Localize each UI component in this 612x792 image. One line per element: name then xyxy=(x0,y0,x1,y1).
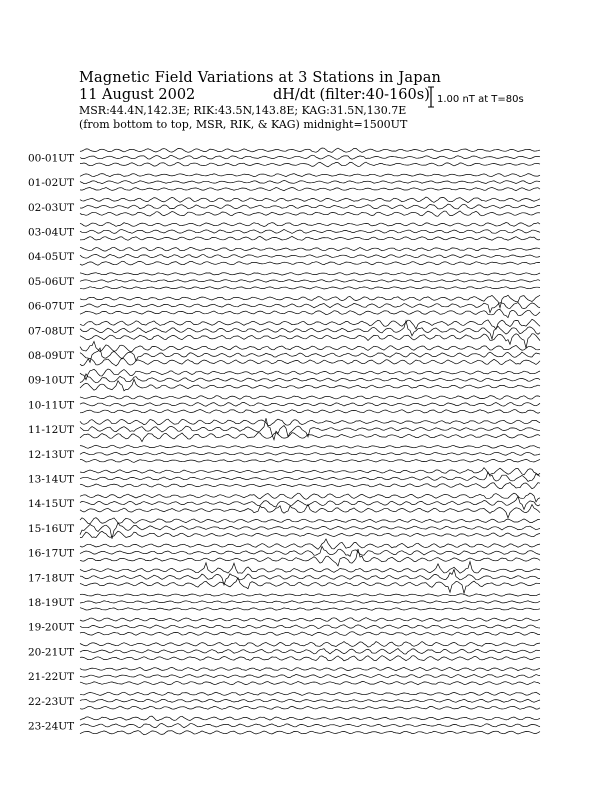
trace-msr xyxy=(80,211,540,216)
trace-msr xyxy=(80,433,540,442)
trace-kag xyxy=(80,667,540,670)
trace-msr xyxy=(80,483,540,489)
trace-msr xyxy=(80,459,540,462)
filter-label: dH/dt (filter:40-160s) xyxy=(273,87,430,103)
trace-msr xyxy=(80,706,540,709)
trace-msr xyxy=(80,334,540,348)
trace-msr xyxy=(80,162,540,167)
trace-kag xyxy=(80,539,540,549)
trace-rik xyxy=(80,546,540,556)
trace-msr xyxy=(80,531,540,537)
hour-label: 08-09UT xyxy=(28,349,75,362)
trace-rik xyxy=(80,418,540,440)
hour-label: 06-07UT xyxy=(28,300,75,313)
trace-rik xyxy=(80,155,540,159)
hour-label: 23-24UT xyxy=(28,720,75,733)
trace-kag xyxy=(80,692,540,695)
trace-kag xyxy=(80,319,540,329)
hour-label: 20-21UT xyxy=(28,646,75,659)
trace-msr xyxy=(80,656,540,661)
hour-label: 14-15UT xyxy=(28,498,75,511)
trace-msr xyxy=(80,261,540,265)
stations-label: MSR:44.4N,142.3E; RIK:43.5N,143.8E; KAG:31.5N,130.7E xyxy=(79,104,407,117)
trace-kag xyxy=(80,341,540,351)
hour-label: 04-05UT xyxy=(28,251,75,264)
trace-msr xyxy=(80,188,540,191)
trace-msr xyxy=(80,358,540,366)
hour-label: 13-14UT xyxy=(28,473,75,486)
trace-kag xyxy=(80,396,540,400)
hour-label: 02-03UT xyxy=(28,201,75,214)
trace-msr xyxy=(80,287,540,289)
trace-kag xyxy=(80,642,540,648)
station-order-note: (from bottom to top, MSR, RIK, & KAG) midnight=1500UT xyxy=(79,118,408,131)
hour-label: 09-10UT xyxy=(28,374,75,387)
trace-kag xyxy=(80,618,540,622)
trace-kag xyxy=(80,419,540,425)
trace-msr xyxy=(80,410,540,414)
trace-rik xyxy=(80,625,540,629)
hour-label: 22-23UT xyxy=(28,695,75,708)
trace-kag xyxy=(80,295,540,308)
scale-label: 1.00 nT at T=80s xyxy=(437,94,524,105)
trace-rik xyxy=(80,472,540,481)
hour-label: 07-08UT xyxy=(28,325,75,338)
hour-label: 05-06UT xyxy=(28,275,75,288)
date-label: 11 August 2002 xyxy=(79,87,196,103)
hour-label: 03-04UT xyxy=(28,226,75,239)
trace-msr xyxy=(80,578,540,594)
trace-kag xyxy=(80,247,540,251)
trace-rik xyxy=(80,402,540,406)
hour-label: 11-12UT xyxy=(28,424,75,437)
hour-label: 10-11UT xyxy=(28,399,75,412)
trace-msr xyxy=(80,608,540,611)
trace-msr xyxy=(80,310,540,318)
trace-rik xyxy=(80,452,540,455)
hour-label: 16-17UT xyxy=(28,547,75,560)
trace-kag xyxy=(80,445,540,448)
trace-kag xyxy=(80,223,540,227)
trace-rik xyxy=(80,229,540,233)
trace-rik xyxy=(80,496,540,509)
trace-rik xyxy=(80,374,540,383)
trace-msr xyxy=(80,236,540,240)
trace-msr xyxy=(80,682,540,685)
trace-rik xyxy=(80,601,540,603)
trace-kag xyxy=(80,468,540,475)
trace-kag xyxy=(80,197,540,203)
hour-label: 15-16UT xyxy=(28,522,75,535)
trace-kag xyxy=(80,518,540,524)
hour-label: 00-01UT xyxy=(28,152,75,165)
trace-rik xyxy=(80,181,540,184)
trace-rik xyxy=(80,699,540,702)
hour-label: 01-02UT xyxy=(28,177,75,190)
trace-kag xyxy=(80,369,540,380)
hour-label: 19-20UT xyxy=(28,621,75,634)
trace-msr xyxy=(80,505,540,518)
trace-kag xyxy=(80,562,540,574)
trace-rik xyxy=(80,724,540,728)
trace-rik xyxy=(80,649,540,654)
hour-label: 21-22UT xyxy=(28,671,75,684)
trace-kag xyxy=(80,174,540,177)
hour-label: 12-13UT xyxy=(28,448,75,461)
trace-msr xyxy=(80,379,540,391)
trace-msr xyxy=(80,731,540,735)
trace-rik xyxy=(80,204,540,209)
trace-kag xyxy=(80,493,540,502)
chart-title: Magnetic Field Variations at 3 Stations in Japan xyxy=(79,70,442,86)
trace-msr xyxy=(80,632,540,636)
hour-label: 18-19UT xyxy=(28,596,75,609)
trace-rik xyxy=(80,523,540,539)
trace-rik xyxy=(80,280,540,283)
hour-label: 17-18UT xyxy=(28,572,75,585)
trace-kag xyxy=(80,594,540,596)
trace-rik xyxy=(80,674,540,677)
trace-kag xyxy=(80,716,540,721)
trace-kag xyxy=(80,273,540,275)
trace-rik xyxy=(80,254,540,258)
trace-kag xyxy=(80,148,540,152)
